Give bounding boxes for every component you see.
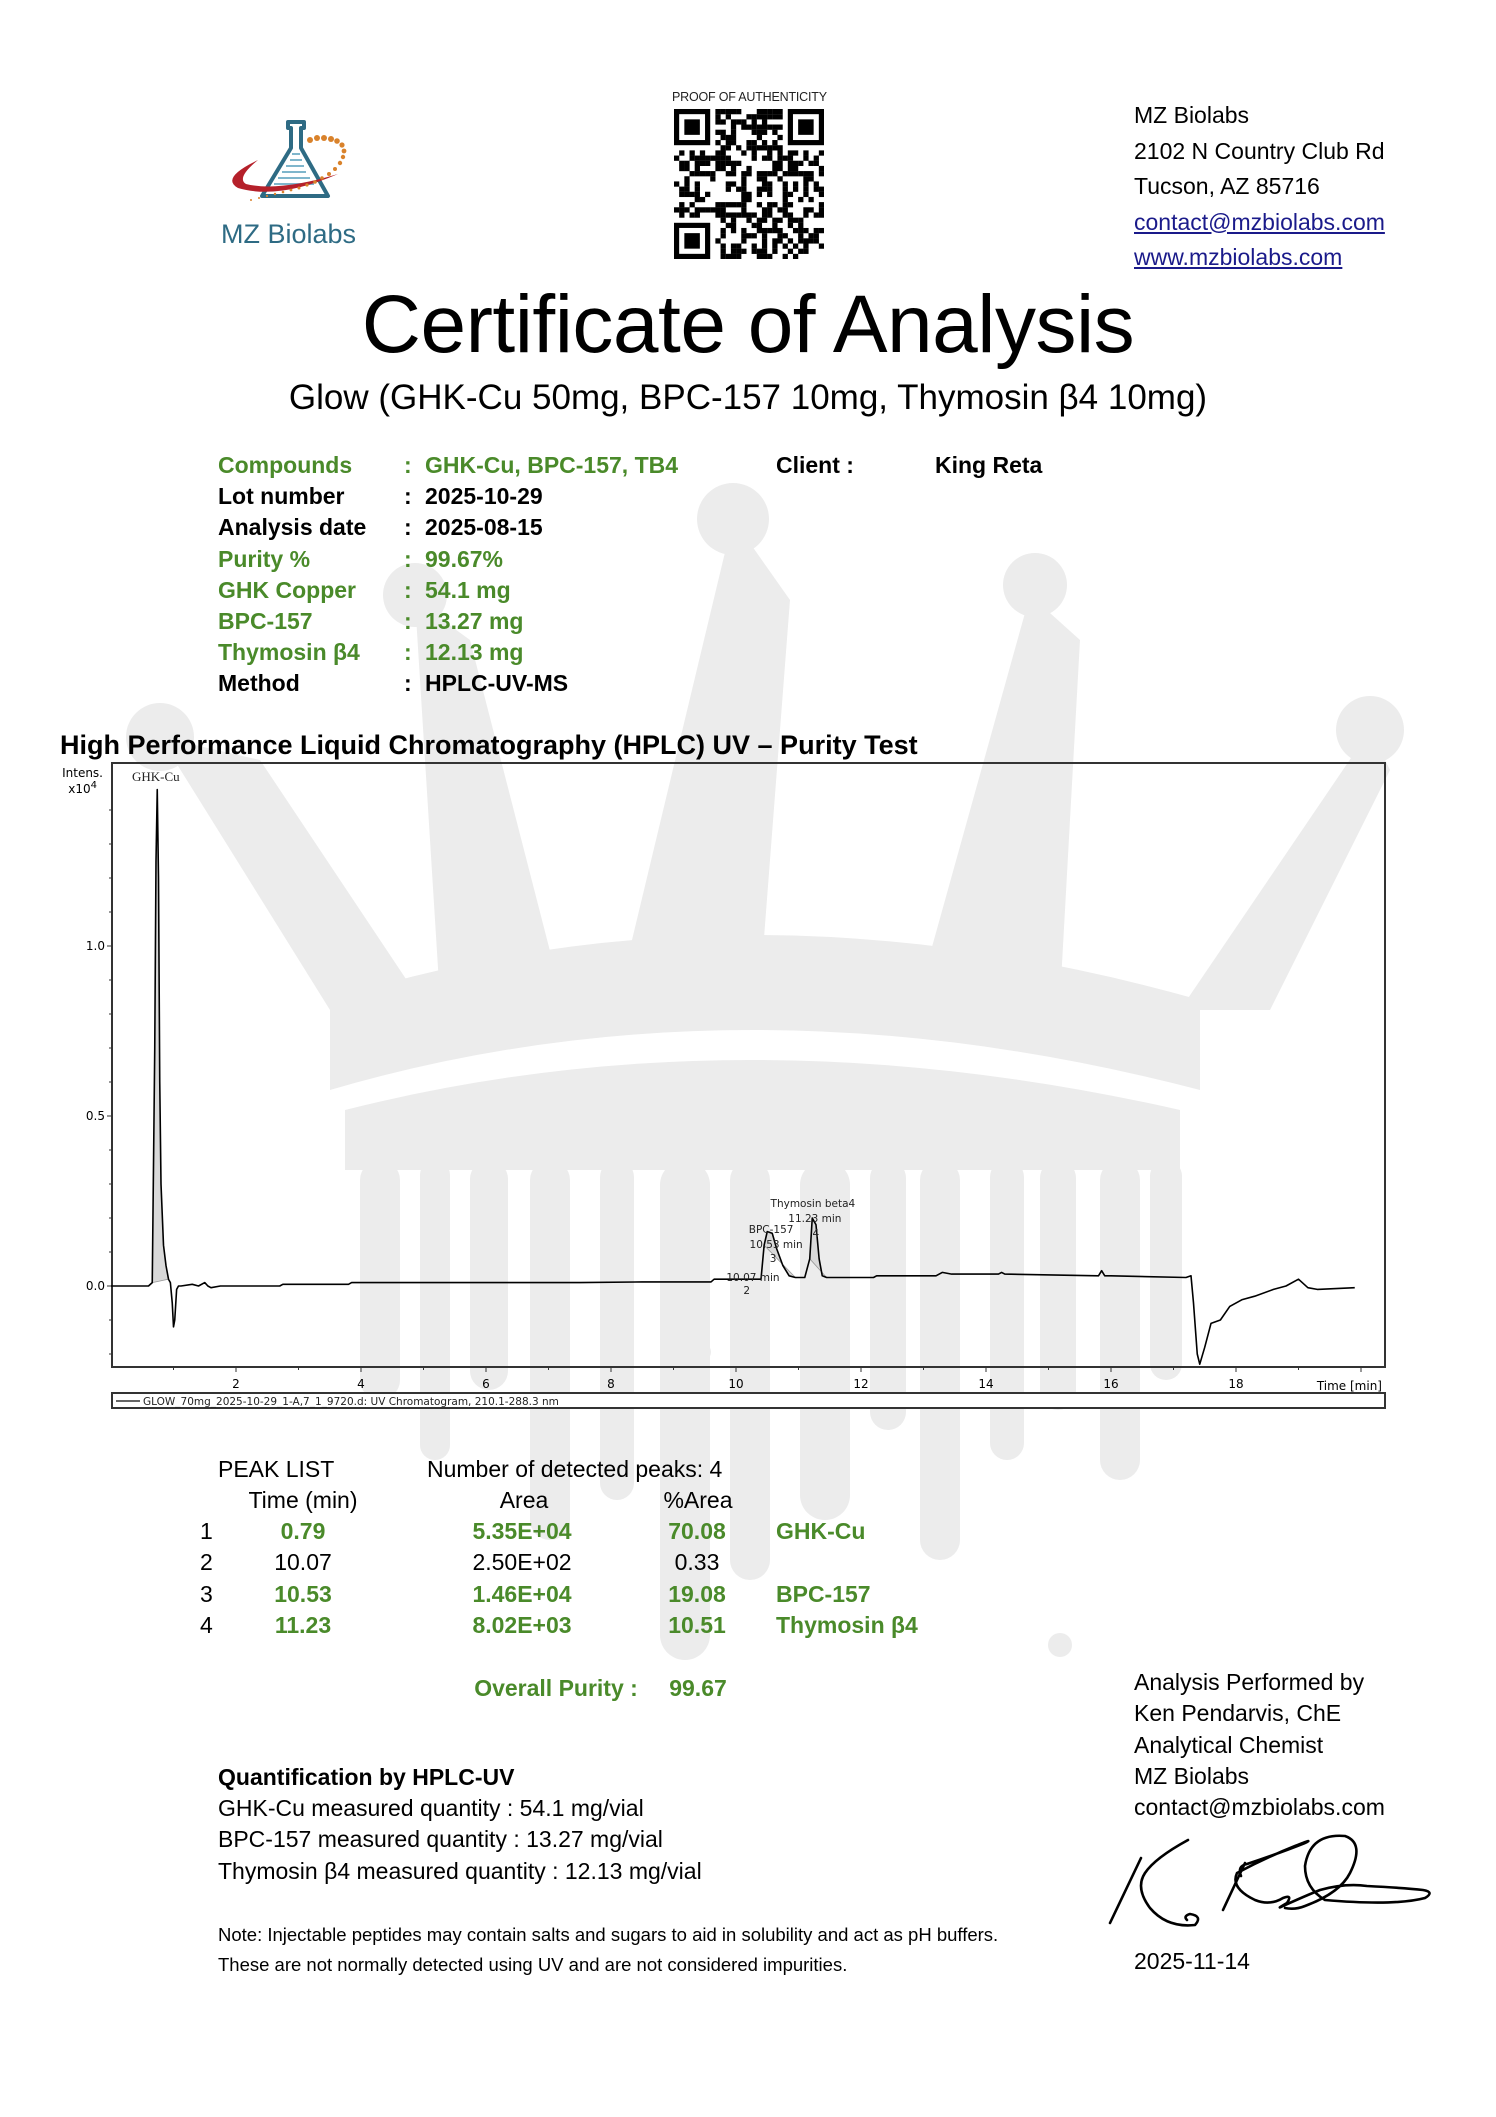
quantity-thymosin: Thymosin β4 measured quantity : 12.13 mg/vial [218,1857,702,1884]
logo-text: MZ Biolabs [221,219,357,249]
info-value: 13.27 mg [425,607,524,634]
peak-number: 3 [769,1253,777,1265]
info-value: 54.1 mg [425,576,511,603]
overall-purity-value: 99.67 [669,1675,727,1701]
hplc-heading: High Performance Liquid Chromatography (HPLC) UV – Purity Test [60,730,918,760]
peak-label-thymosin: Thymosin beta4 [770,1198,856,1210]
col-header-pct: %Area [663,1487,733,1513]
analyst-title: Analytical Chemist [1134,1731,1324,1758]
info-value: 12.13 mg [425,639,524,666]
info-label: Analysis date [218,514,367,541]
handwritten-signature [1105,1828,1445,1943]
peak-list-title: PEAK LIST [218,1456,335,1482]
peak-row-n: 1 [200,1518,213,1544]
peak-row-pct: 0.33 [674,1549,720,1576]
peak-row-area: 1.46E+04 [472,1580,572,1607]
info-label: Method [218,670,300,697]
y-tick-label: 0.0 [85,1279,105,1293]
x-tick-label: 14 [978,1377,994,1391]
col-header-time: Time (min) [248,1487,358,1513]
peak-time-label: 10.07 min [726,1272,780,1284]
x-tick-label: 8 [607,1377,615,1391]
x-tick-label: 12 [853,1377,869,1391]
address-street: 2102 N Country Club Rd [1134,137,1385,164]
address-city: Tucson, AZ 85716 [1134,173,1320,199]
email-link[interactable]: contact@mzbiolabs.com [1134,208,1385,235]
overall-purity-label: Overall Purity : [474,1675,638,1701]
x-tick-label: 10 [728,1377,744,1391]
signature-date: 2025-11-14 [1134,1948,1250,1974]
peak-time-label: 11.23 min [788,1213,842,1225]
peak-row-n: 2 [200,1549,213,1576]
peak-row-pct: 19.08 [668,1580,726,1607]
y-axis-scale: $x10^4$ [68,780,97,796]
x-tick-label: 18 [1228,1377,1244,1391]
peak-label-bpc-157: BPC-157 [748,1224,794,1236]
analyst-block [1134,1667,1385,1823]
x-tick-label: 6 [482,1377,490,1391]
x-tick-label: 16 [1103,1377,1119,1391]
y-axis-label: Intens. [62,766,103,780]
info-label: Thymosin β4 [218,639,360,666]
info-colon: : [404,452,412,478]
peak-number: 4 [812,1228,820,1240]
x-axis-label: Time [min] [1316,1379,1382,1393]
analyst-name: Ken Pendarvis, ChE [1134,1700,1342,1727]
quantity-bpc-157: BPC-157 measured quantity : 13.27 mg/vial [218,1826,663,1853]
x-tick-label: 4 [357,1377,365,1391]
info-label: BPC-157 [218,607,313,634]
peak-number: 2 [743,1285,751,1297]
info-value: GHK-Cu, BPC-157, TB4 [425,452,679,478]
analyst-line-1: Analysis Performed by [1134,1669,1365,1695]
address-name: MZ Biolabs [1134,102,1250,128]
x-tick-label: 2 [232,1377,240,1391]
analyst-org: MZ Biolabs [1134,1762,1250,1789]
quantity-ghk-cu: GHK-Cu measured quantity : 54.1 mg/vial [218,1795,644,1822]
peak-row-pct: 70.08 [668,1518,726,1544]
y-tick-label: 0.5 [85,1109,105,1123]
legend-text: GLOW_70mg_2025-10-29_1-A,7_1_9720.d: UV Chromatogram, 210.1-288.3 nm [143,1396,559,1408]
info-label: GHK Copper [218,576,356,603]
page-subtitle: Glow (GHK-Cu 50mg, BPC-157 10mg, Thymosin β4 10mg) [288,378,1208,417]
peak-time-label: 10.53 min [749,1239,803,1251]
peak-row-time: 11.23 [274,1611,332,1638]
peak-row-time: 0.79 [280,1518,326,1544]
note [218,1920,998,1980]
qr-label: PROOF OF AUTHENTICITY [672,90,827,104]
peak-row-time: 10.07 [274,1549,332,1576]
website-link[interactable]: www.mzbiolabs.com [1134,244,1343,270]
col-header-area: Area [499,1487,549,1513]
page-title: Certificate of Analysis [361,279,1135,370]
info-colon: : [404,670,412,697]
info-colon: : [404,607,412,634]
info-value: 99.67% [425,545,504,572]
note-line-1: Note: Injectable peptides may contain salts and sugars to aid in solubility and act as pH buffers. [218,1924,999,1945]
client-value: King Reta [935,452,1043,478]
peak-row-area: 5.35E+04 [472,1518,572,1544]
info-colon: : [404,514,412,541]
quantification [218,1762,702,1887]
info-label: Purity % [218,545,311,572]
peak-row-name: BPC-157 [776,1580,871,1607]
info-colon: : [404,576,412,603]
peak-count: Number of detected peaks: 4 [427,1456,723,1482]
info-label: Lot number [218,483,345,510]
peak-row-name: GHK-Cu [776,1518,866,1544]
info-value: 2025-08-15 [425,514,543,541]
info-label: Compounds [218,452,353,478]
info-colon: : [404,545,412,572]
peak-row-area: 8.02E+03 [472,1611,572,1638]
analyst-email: contact@mzbiolabs.com [1134,1794,1385,1821]
peak-row-n: 4 [200,1611,213,1638]
info-value: 2025-10-29 [425,483,543,510]
peak-row-area: 2.50E+02 [472,1549,572,1576]
info-colon: : [404,483,412,510]
peak-row-pct: 10.51 [668,1611,726,1638]
quantification-title: Quantification by HPLC-UV [218,1764,515,1790]
client-label: Client : [776,452,854,478]
info-colon: : [404,639,412,666]
note-line-2: These are not normally detected using UV and are not considered impurities. [218,1954,848,1975]
y-tick-label: 1.0 [85,939,105,953]
peak-row-n: 3 [200,1580,213,1607]
info-value: HPLC-UV-MS [425,670,569,697]
peak-row-name: Thymosin β4 [776,1611,918,1638]
peak-label-ghk-cu: GHK-Cu [132,769,180,784]
peak-row-time: 10.53 [274,1580,332,1607]
